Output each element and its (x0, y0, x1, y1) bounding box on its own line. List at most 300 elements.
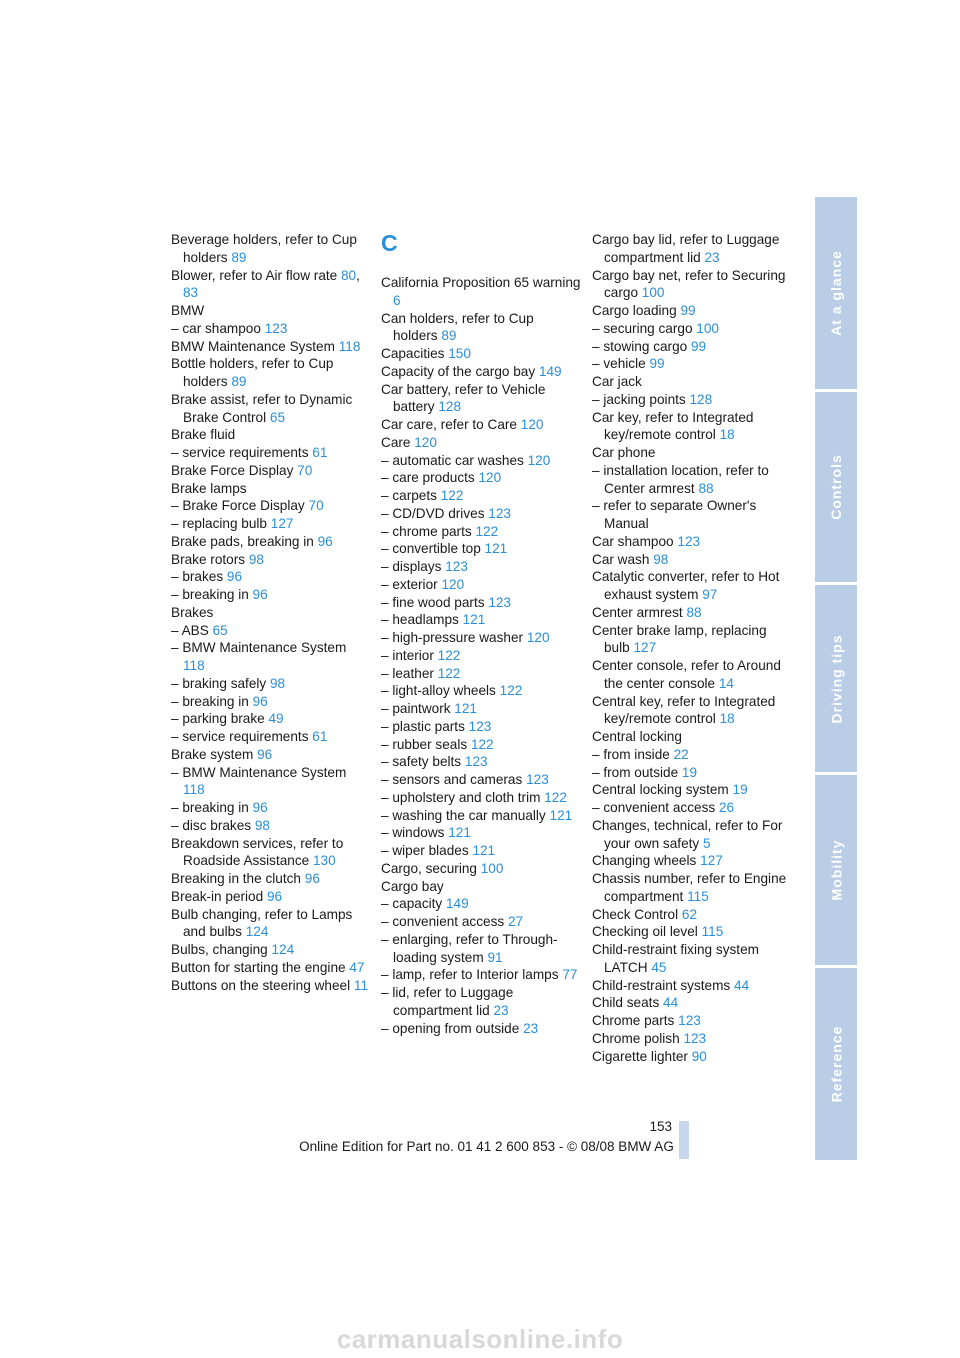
index-entry (592, 764, 792, 782)
tab-label: Controls (828, 454, 844, 520)
index-entry-text: – replacing bulb (171, 516, 267, 531)
index-entry-text: – plastic parts (381, 718, 465, 734)
index-entry (381, 416, 581, 434)
page-reference-link[interactable]: 128 (438, 399, 462, 415)
page-reference-link[interactable]: 122 (437, 665, 461, 681)
index-entry-text: – ABS (171, 622, 209, 638)
index-entry (381, 647, 581, 665)
page-reference-link[interactable]: 27 (507, 914, 524, 929)
index-entry (592, 409, 792, 445)
page-reference-link[interactable]: 26 (718, 800, 735, 815)
section-letter: C (381, 230, 398, 256)
index-entry-text: – breaking in (171, 693, 249, 709)
index-entry-text: Capacity of the cargo bay (381, 363, 536, 379)
chapter-sidebar (815, 197, 857, 1160)
page-reference-link[interactable]: 149 (446, 896, 469, 912)
index-entry-text: – disc brakes (171, 817, 252, 833)
index-entry (171, 835, 371, 871)
page-reference-link[interactable]: 99 (649, 356, 665, 372)
page-reference-link[interactable]: 123 (526, 772, 549, 787)
page-reference-link[interactable]: 120 (526, 630, 550, 645)
index-column-1 (171, 231, 371, 994)
index-entry (592, 462, 792, 498)
index-entry-text: Central key, refer to Integrated key/remote control (592, 693, 776, 727)
index-entry (381, 682, 581, 700)
page-reference-link[interactable]: 65 (269, 409, 286, 425)
index-entry-text: – breaking in (171, 587, 249, 602)
page-reference-link[interactable]: 6 (393, 292, 401, 308)
index-entry-text: – refer to separate Owner's Manual (592, 498, 757, 531)
tab-label: Reference (828, 1025, 845, 1103)
page-reference-link[interactable]: 122 (470, 736, 494, 752)
index-entry-text: Brake pads, breaking in (171, 533, 314, 549)
index-entry-text: Car care, refer to Care (381, 417, 517, 432)
index-entry (592, 941, 792, 977)
page-reference-link[interactable]: 123 (678, 1013, 701, 1028)
index-entry-text: Car jack (592, 374, 642, 389)
index-entry-text: – CD/DVD drives (381, 505, 485, 521)
page-reference-link[interactable]: 98 (248, 551, 264, 567)
index-entry-text: Car phone (592, 445, 656, 460)
index-entry-text: Car battery, refer to Vehicle battery (381, 381, 546, 415)
page-reference-link[interactable]: 96 (257, 746, 273, 762)
page-reference-link[interactable]: 115 (687, 888, 709, 904)
index-entry-text: – enlarging, refer to Through-loading system (381, 931, 558, 965)
index-entry (592, 551, 792, 569)
index-entry (381, 895, 581, 913)
index-entry (381, 381, 581, 417)
page-reference-link[interactable]: 127 (270, 516, 294, 531)
index-entry-text: Breaking in the clutch (171, 871, 301, 886)
index-entry-text: – carpets (381, 488, 437, 503)
page-reference-link[interactable]: 49 (268, 711, 284, 727)
page-reference-link[interactable]: 121 (549, 807, 573, 823)
page-reference-link[interactable]: 128 (689, 391, 713, 407)
page-reference-link[interactable]: 5 (702, 835, 711, 851)
index-entry-text: – sensors and cameras (381, 772, 523, 787)
index-entry (171, 941, 371, 959)
index-entry (592, 870, 792, 906)
page-reference-link[interactable]: 120 (520, 417, 544, 432)
tab-controls[interactable] (815, 392, 857, 582)
page-reference-link[interactable]: 61 (312, 445, 328, 460)
index-entry-text: Brake assist, refer to Dynamic Brake Control (171, 391, 353, 425)
index-entry (171, 426, 371, 444)
index-entry (592, 728, 792, 746)
index-entry-text: Care (381, 434, 411, 450)
index-entry-text: – care products (381, 470, 475, 486)
page-number: 153 (649, 1119, 672, 1134)
index-entry (171, 639, 371, 675)
index-entry (381, 611, 581, 629)
page-reference-link[interactable]: 149 (538, 363, 562, 379)
page-reference-link[interactable]: 62 (681, 906, 698, 922)
page-reference-link[interactable]: 23 (523, 1020, 539, 1036)
index-entry (171, 728, 371, 746)
page-reference-link[interactable]: 118 (183, 658, 205, 673)
index-entry (592, 338, 792, 356)
index-entry (381, 718, 581, 736)
index-entry-text: – windows (381, 825, 445, 841)
page-reference-link[interactable]: 44 (734, 977, 750, 993)
index-entry-text: Car shampoo (592, 533, 674, 549)
index-entry (171, 533, 371, 551)
index-entry-text: – from inside (592, 746, 670, 762)
index-entry (592, 604, 792, 622)
index-entry (171, 462, 371, 480)
tab-reference[interactable] (815, 968, 857, 1160)
tab-label: Driving tips (828, 633, 845, 724)
page-reference-link[interactable]: 123 (445, 559, 468, 574)
page-reference-link[interactable]: 70 (308, 498, 324, 514)
page-reference-link[interactable]: 89 (441, 328, 457, 344)
index-entry (381, 771, 581, 789)
index-entry-text: Brakes (171, 604, 214, 620)
index-entry-text: – washing the car manually (381, 807, 546, 823)
index-entry-text: – convenient access (592, 800, 716, 815)
index-entry (381, 753, 581, 771)
index-entry-text: – rubber seals (381, 736, 468, 752)
index-entry (171, 888, 371, 906)
index-entry-text: Central locking system (592, 782, 729, 798)
index-entry-text: – chrome parts (381, 523, 472, 539)
index-entry (592, 799, 792, 817)
index-entry-text: Chrome parts (592, 1013, 675, 1028)
page-reference-link[interactable]: 45 (651, 959, 667, 975)
index-entry (171, 604, 371, 622)
page-reference-link[interactable]: 127 (700, 853, 723, 869)
page-reference-link[interactable]: 23 (704, 249, 720, 265)
page-reference-link[interactable]: 123 (464, 754, 488, 770)
index-entry (592, 373, 792, 391)
index-entry (171, 817, 371, 835)
index-entry (171, 444, 371, 462)
index-entry-text: – convertible top (381, 541, 481, 557)
index-entry-text: – service requirements (171, 445, 309, 460)
page-reference-link[interactable]: 123 (683, 1030, 707, 1046)
index-entry (381, 558, 581, 576)
page-reference-link[interactable]: 80 (341, 267, 357, 283)
index-entry (171, 977, 371, 995)
index-entry (592, 1030, 792, 1048)
tab-mobility[interactable] (815, 775, 857, 965)
page-reference-link[interactable]: 123 (677, 533, 701, 549)
index-entry-text: Cargo bay net, refer to Securing cargo (592, 267, 786, 301)
page-reference-link[interactable]: 11 (353, 977, 369, 993)
page-reference-link[interactable]: 121 (462, 612, 486, 628)
index-entry (381, 452, 581, 470)
index-entry (381, 700, 581, 718)
index-entry-text: – BMW Maintenance System (171, 640, 347, 656)
index-entry (171, 586, 371, 604)
page-reference-link[interactable]: 19 (681, 764, 698, 780)
index-entry-text: Brake lamps (171, 480, 247, 496)
index-entry-text: Central locking (592, 729, 682, 744)
index-entry (381, 736, 581, 754)
ref-separator: , (356, 267, 360, 283)
index-entry-text: – safety belts (381, 754, 462, 770)
page-reference-link[interactable]: 127 (633, 640, 657, 656)
index-entry-text: Breakdown services, refer to Roadside Assistance (171, 835, 344, 869)
index-entry-text: – parking brake (171, 711, 265, 727)
index-entry-text: – fine wood parts (381, 594, 485, 610)
index-entry (592, 568, 792, 604)
page-reference-link[interactable]: 44 (663, 995, 679, 1011)
index-entry-text: Checking oil level (592, 924, 698, 940)
page-reference-link[interactable]: 47 (349, 959, 365, 975)
index-entry-text: Catalytic converter, refer to Hot exhaust system (592, 569, 780, 602)
index-entry-text: – breaking in (171, 800, 249, 815)
page-reference-link[interactable]: 22 (673, 746, 689, 762)
index-entry-text: – upholstery and cloth trim (381, 789, 541, 805)
index-entry (592, 320, 792, 338)
index-entry (171, 799, 371, 817)
index-entry-text: – headlamps (381, 612, 459, 628)
index-entry-text: Child-restraint fixing system LATCH (592, 942, 759, 975)
page-reference-link[interactable]: 96 (252, 587, 268, 602)
index-entry-text: – interior (381, 647, 434, 663)
index-entry-text: – light-alloy wheels (381, 683, 496, 699)
page-reference-link[interactable]: 98 (254, 817, 270, 833)
page-reference-link[interactable]: 122 (437, 647, 461, 663)
page-reference-link[interactable]: 120 (414, 434, 437, 450)
index-entry (592, 622, 792, 658)
index-entry (171, 746, 371, 764)
index-entry (171, 906, 371, 942)
index-entry-text: Break-in period (171, 888, 264, 904)
index-entry (381, 629, 581, 647)
index-entry (381, 824, 581, 842)
index-entry (171, 870, 371, 888)
index-entry (171, 231, 371, 267)
page-reference-link[interactable]: 96 (317, 533, 333, 549)
page-reference-link[interactable]: 120 (527, 452, 551, 468)
page-reference-link[interactable]: 124 (271, 942, 295, 957)
index-entry-text: Beverage holders, refer to Cup holders (171, 232, 357, 265)
index-entry (592, 693, 792, 729)
index-entry-text: Brake system (171, 746, 254, 762)
index-entry-text: Buttons on the steering wheel (171, 977, 351, 993)
page-reference-link[interactable]: 123 (488, 594, 511, 610)
index-entry (592, 533, 792, 551)
index-entry-text: – paintwork (381, 701, 451, 716)
page-reference-link[interactable]: 122 (475, 523, 499, 539)
index-entry-text: Cargo bay (381, 878, 444, 894)
page-reference-link[interactable]: 61 (312, 729, 328, 744)
index-entry (592, 657, 792, 693)
tab-driving-tips[interactable] (815, 585, 857, 772)
page-reference-link[interactable]: 91 (487, 949, 503, 965)
page-reference-link[interactable]: 96 (304, 871, 320, 886)
page-reference-link[interactable]: 23 (493, 1002, 509, 1018)
footer-edition-note: Online Edition for Part no. 01 41 2 600 853 - © 08/08 BMW AG (299, 1139, 674, 1154)
index-entry (381, 363, 581, 381)
index-entry-text: Changes, technical, refer to For your own safety (592, 817, 783, 851)
index-entry (171, 355, 371, 391)
index-entry-text: BMW (171, 303, 205, 318)
index-entry (381, 984, 581, 1020)
tab-at-a-glance[interactable] (815, 197, 857, 389)
index-entry (592, 994, 792, 1012)
page-reference-link[interactable]: 88 (698, 480, 714, 496)
index-entry-text: – leather (381, 665, 434, 681)
page-reference-link[interactable]: 97 (702, 587, 718, 602)
index-entry-text: Check Control (592, 906, 679, 922)
page-reference-link[interactable]: 121 (448, 825, 471, 841)
index-entry (171, 320, 371, 338)
index-entry-text: Brake fluid (171, 427, 236, 443)
index-entry (381, 487, 581, 505)
page-reference-link[interactable]: 121 (484, 541, 508, 557)
index-entry (381, 966, 581, 984)
index-entry (592, 302, 792, 320)
page-reference-link[interactable]: 118 (338, 338, 361, 354)
page-reference-link[interactable]: 99 (680, 303, 696, 318)
page-reference-link[interactable]: 89 (231, 249, 247, 265)
index-entry-text: Brake rotors (171, 551, 246, 567)
index-entry-text: Cigarette lighter (592, 1048, 688, 1064)
index-entry-text: – lamp, refer to Interior lamps (381, 967, 559, 983)
page-reference-link[interactable]: 19 (732, 782, 748, 798)
page-reference-link[interactable]: 18 (719, 711, 735, 727)
page-reference-link[interactable]: 122 (544, 789, 567, 805)
page-reference-link[interactable]: 100 (641, 285, 665, 301)
page-reference-link[interactable]: 122 (499, 683, 523, 699)
index-entry-text: – opening from outside (381, 1020, 520, 1036)
index-entry-text: – service requirements (171, 729, 309, 744)
index-entry (592, 781, 792, 799)
index-entry-text: – high-pressure washer (381, 630, 524, 645)
index-column-2 (381, 231, 581, 1037)
index-entry (592, 906, 792, 924)
page-reference-link[interactable]: 100 (480, 860, 504, 876)
index-entry (381, 594, 581, 612)
index-entry-text: Car wash (592, 551, 650, 567)
page-reference-link[interactable]: 100 (696, 320, 719, 336)
index-entry (381, 540, 581, 558)
index-entry-text: Blower, refer to Air flow rate (171, 267, 338, 283)
index-entry (592, 355, 792, 373)
index-entry-text: – BMW Maintenance System (171, 764, 347, 780)
index-entry-text: – car shampoo (171, 320, 261, 336)
index-entry (381, 310, 581, 346)
index-entry-text: – lid, refer to Luggage compartment lid (381, 985, 514, 1018)
index-entry (381, 274, 581, 310)
index-entry (381, 789, 581, 807)
index-entry-text: – stowing cargo (592, 338, 688, 354)
index-entry (171, 693, 371, 711)
page-reference-link[interactable]: 14 (718, 675, 734, 691)
index-entry (592, 977, 792, 995)
index-entry (171, 764, 371, 800)
index-entry (592, 497, 792, 533)
index-entry (592, 746, 792, 764)
index-entry (171, 515, 371, 533)
page-reference-link[interactable]: 90 (691, 1048, 707, 1064)
index-entry (381, 434, 581, 452)
page-reference-link[interactable]: 96 (252, 800, 268, 815)
index-entry-text: – from outside (592, 764, 679, 780)
index-entry (381, 576, 581, 594)
page-reference-link[interactable]: 121 (454, 701, 477, 716)
index-entry-text: Center console, refer to Around the center console (592, 658, 781, 691)
index-entry (592, 231, 792, 267)
page-reference-link[interactable]: 96 (266, 888, 283, 904)
page-reference-link[interactable]: 123 (488, 505, 511, 521)
index-entry (381, 931, 581, 967)
index-entry-text: – vehicle (592, 356, 646, 372)
index-entry-text: – exterior (381, 576, 438, 592)
index-column-3 (592, 231, 792, 1065)
index-entry (381, 345, 581, 363)
page-reference-link[interactable]: 123 (468, 718, 492, 734)
index-entry (381, 469, 581, 487)
page-reference-link[interactable]: 122 (440, 488, 464, 503)
index-entry (381, 913, 581, 931)
index-entry-text: Chassis number, refer to Engine compartment (592, 871, 787, 904)
index-entry (171, 675, 371, 693)
page-reference-link[interactable]: 70 (297, 462, 313, 478)
page-reference-link[interactable]: 18 (719, 427, 735, 443)
index-entry-text: – displays (381, 559, 442, 574)
index-entry (592, 817, 792, 853)
index-entry-text: Button for starting the engine (171, 959, 346, 975)
index-entry-text: – jacking points (592, 391, 686, 407)
index-entry-text: – convenient access (381, 914, 505, 929)
index-entry-text: Bottle holders, refer to Cup holders (171, 356, 334, 389)
page-reference-link[interactable]: 120 (441, 576, 465, 592)
index-entry (592, 923, 792, 941)
index-entry-text: – wiper blades (381, 843, 469, 858)
page-reference-link[interactable]: 118 (183, 782, 205, 798)
page-reference-link[interactable]: 123 (264, 320, 288, 336)
index-entry (381, 665, 581, 683)
index-entry-text: Cargo, securing (381, 860, 477, 876)
page-reference-link[interactable]: 98 (653, 551, 669, 567)
index-entry-text: – Brake Force Display (171, 498, 305, 514)
page-reference-link[interactable]: 88 (686, 604, 702, 620)
index-entry (592, 267, 792, 303)
page-reference-link[interactable]: 130 (312, 853, 336, 869)
index-entry-text: Changing wheels (592, 853, 697, 869)
index-entry-text: Center armrest (592, 604, 683, 620)
page-reference-link[interactable]: 89 (231, 374, 247, 389)
index-entry (381, 878, 581, 896)
page-reference-link[interactable]: 120 (478, 470, 502, 486)
index-entry (381, 807, 581, 825)
index-entry-text: – capacity (381, 896, 443, 912)
index-entry (171, 480, 371, 498)
page-reference-link[interactable]: 98 (270, 675, 286, 691)
page-reference-link[interactable]: 96 (226, 569, 243, 585)
page-reference-link[interactable]: 115 (701, 924, 724, 940)
page-reference-link[interactable]: 124 (245, 924, 269, 940)
page-reference-link[interactable]: 65 (212, 622, 228, 638)
index-entry-text: Child-restraint systems (592, 977, 731, 993)
page-reference-link[interactable]: 150 (448, 346, 471, 361)
index-entry (171, 710, 371, 728)
page-reference-link[interactable]: 99 (691, 338, 707, 354)
page-reference-link[interactable]: 96 (252, 693, 268, 709)
index-entry-text: – automatic car washes (381, 452, 524, 468)
index-entry (171, 622, 371, 640)
watermark: carmanualsonline.info (336, 1324, 624, 1354)
page-reference-link[interactable]: 77 (562, 967, 578, 983)
index-entry (381, 505, 581, 523)
page-reference-link[interactable]: 83 (183, 285, 199, 301)
tab-label: At a glance (828, 250, 845, 336)
page-reference-link[interactable]: 121 (472, 843, 496, 858)
